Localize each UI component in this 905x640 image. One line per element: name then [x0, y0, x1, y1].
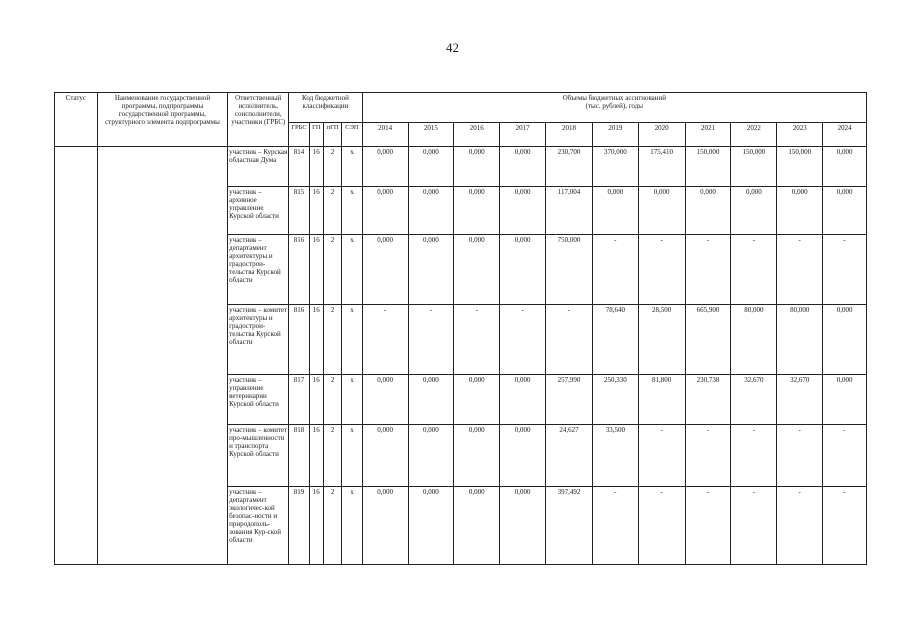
executor-cell: участник – департамент экологичес-кой безопас-ности и природополь-зования Кур-ской области: [228, 487, 289, 565]
code-cell: 2: [323, 187, 341, 235]
executor-cell: участник – департамент архитектуры и градострои-тельства Курской области: [228, 235, 289, 305]
value-cell: -: [638, 425, 685, 487]
value-cell: 0,000: [731, 187, 777, 235]
value-cell: -: [777, 425, 823, 487]
code-cell: 2: [323, 425, 341, 487]
value-cell: -: [685, 235, 731, 305]
executor-cell: участник – комитет архитектуры и градострои-тельства Курской области: [228, 305, 289, 375]
value-cell: 0,000: [454, 147, 500, 187]
value-cell: -: [823, 425, 867, 487]
value-cell: 0,000: [362, 147, 408, 187]
value-cell: -: [731, 235, 777, 305]
value-cell: 0,000: [500, 235, 546, 305]
value-cell: 78,640: [592, 305, 638, 375]
value-cell: 0,000: [454, 425, 500, 487]
value-cell: -: [777, 235, 823, 305]
code-cell: 816: [289, 305, 309, 375]
value-cell: 81,800: [638, 375, 685, 425]
value-cell: -: [546, 305, 593, 375]
executor-cell: участник – Курская областная Дума: [228, 147, 289, 187]
header-year-2016: 2016: [454, 123, 500, 147]
header-budget-code: Код бюджетной классификации: [289, 93, 362, 123]
code-cell: х: [342, 487, 362, 565]
code-cell: 16: [309, 187, 323, 235]
value-cell: 0,000: [362, 425, 408, 487]
code-cell: 16: [309, 147, 323, 187]
code-cell: 2: [323, 487, 341, 565]
header-year-2018: 2018: [546, 123, 593, 147]
value-cell: 80,000: [777, 305, 823, 375]
page-number: 42: [446, 40, 459, 55]
header-year-2020: 2020: [638, 123, 685, 147]
value-cell: 0,000: [362, 375, 408, 425]
code-cell: х: [342, 305, 362, 375]
header-volumes: [362, 93, 866, 123]
header-year-2017: 2017: [500, 123, 546, 147]
value-cell: 0,000: [408, 375, 454, 425]
value-cell: 0,000: [454, 375, 500, 425]
value-cell: 33,500: [592, 425, 638, 487]
header-code-grbs: ГРБС: [289, 123, 309, 147]
header-code-pgp: пГП: [323, 123, 341, 147]
value-cell: 80,000: [731, 305, 777, 375]
value-cell: 0,000: [408, 187, 454, 235]
header-executor: Ответственный исполнитель, соисполнители, участники (ГРБС): [228, 93, 289, 147]
value-cell: 0,000: [500, 487, 546, 565]
code-cell: х: [342, 147, 362, 187]
table-header: [55, 93, 867, 147]
value-cell: 0,000: [638, 187, 685, 235]
value-cell: 0,000: [823, 305, 867, 375]
value-cell: 230,738: [685, 375, 731, 425]
value-cell: -: [592, 487, 638, 565]
value-cell: 665,900: [685, 305, 731, 375]
value-cell: -: [685, 487, 731, 565]
value-cell: -: [454, 305, 500, 375]
value-cell: -: [638, 235, 685, 305]
value-cell: 0,000: [454, 235, 500, 305]
table-body: [55, 147, 867, 565]
value-cell: -: [731, 425, 777, 487]
code-cell: 16: [309, 235, 323, 305]
value-cell: 0,000: [777, 187, 823, 235]
executor-cell: участник – комитет про-мышленности и транспорта Курской области: [228, 425, 289, 487]
budget-table: [54, 92, 867, 565]
header-year-2014: 2014: [362, 123, 408, 147]
value-cell: 0,000: [408, 235, 454, 305]
code-cell: х: [342, 187, 362, 235]
value-cell: 150,000: [777, 147, 823, 187]
value-cell: 0,000: [362, 487, 408, 565]
code-cell: 814: [289, 147, 309, 187]
header-year-2021: 2021: [685, 123, 731, 147]
code-cell: 16: [309, 487, 323, 565]
header-code-gp: ГП: [309, 123, 323, 147]
value-cell: 0,000: [500, 147, 546, 187]
code-cell: 2: [323, 235, 341, 305]
code-cell: 817: [289, 375, 309, 425]
value-cell: 0,000: [500, 425, 546, 487]
value-cell: 150,000: [731, 147, 777, 187]
value-cell: 0,000: [362, 235, 408, 305]
value-cell: -: [777, 487, 823, 565]
value-cell: 397,492: [546, 487, 593, 565]
value-cell: -: [731, 487, 777, 565]
value-cell: 750,000: [546, 235, 593, 305]
header-volumes-line1: Объемы бюджетных ассигнований: [562, 94, 667, 102]
executor-cell: участник – управление ветеринарии Курской области: [228, 375, 289, 425]
value-cell: 257,990: [546, 375, 593, 425]
value-cell: -: [823, 487, 867, 565]
header-name: Наименование государственной программы, подпрограммы государственной программы, структурного элемента подпрограммы: [97, 93, 227, 147]
value-cell: 0,000: [685, 187, 731, 235]
value-cell: 370,000: [592, 147, 638, 187]
value-cell: -: [500, 305, 546, 375]
value-cell: 28,500: [638, 305, 685, 375]
header-year-2015: 2015: [408, 123, 454, 147]
value-cell: -: [408, 305, 454, 375]
value-cell: 0,000: [823, 187, 867, 235]
value-cell: 0,000: [823, 147, 867, 187]
header-year-2022: 2022: [731, 123, 777, 147]
value-cell: -: [362, 305, 408, 375]
code-cell: 16: [309, 375, 323, 425]
code-cell: 819: [289, 487, 309, 565]
value-cell: 230,700: [546, 147, 593, 187]
value-cell: 32,670: [777, 375, 823, 425]
code-cell: х: [342, 375, 362, 425]
value-cell: 175,410: [638, 147, 685, 187]
table-row: [55, 147, 867, 187]
value-cell: 0,000: [408, 425, 454, 487]
code-cell: х: [342, 425, 362, 487]
header-year-2023: 2023: [777, 123, 823, 147]
header-code-sep: СЭП: [342, 123, 362, 147]
value-cell: 0,000: [592, 187, 638, 235]
value-cell: 0,000: [408, 147, 454, 187]
header-year-2024: 2024: [823, 123, 867, 147]
value-cell: 117,004: [546, 187, 593, 235]
header-year-2019: 2019: [592, 123, 638, 147]
code-cell: х: [342, 235, 362, 305]
code-cell: 16: [309, 305, 323, 375]
value-cell: -: [823, 235, 867, 305]
value-cell: 250,330: [592, 375, 638, 425]
value-cell: -: [638, 487, 685, 565]
status-cell: [55, 147, 98, 565]
value-cell: 0,000: [500, 375, 546, 425]
code-cell: 16: [309, 425, 323, 487]
value-cell: 0,000: [408, 487, 454, 565]
value-cell: 0,000: [454, 487, 500, 565]
code-cell: 2: [323, 147, 341, 187]
code-cell: 818: [289, 425, 309, 487]
code-cell: 2: [323, 305, 341, 375]
value-cell: 0,000: [500, 187, 546, 235]
value-cell: 0,000: [362, 187, 408, 235]
header-volumes-line2: (тыс. рублей), годы: [585, 102, 643, 110]
value-cell: 24,627: [546, 425, 593, 487]
header-status: Статус: [55, 93, 98, 147]
code-cell: 816: [289, 235, 309, 305]
value-cell: -: [685, 425, 731, 487]
code-cell: 815: [289, 187, 309, 235]
value-cell: 150,000: [685, 147, 731, 187]
value-cell: 32,670: [731, 375, 777, 425]
name-cell: [97, 147, 227, 565]
value-cell: 0,000: [823, 375, 867, 425]
executor-cell: участник – архивное управление Курской области: [228, 187, 289, 235]
code-cell: 2: [323, 375, 341, 425]
value-cell: 0,000: [454, 187, 500, 235]
value-cell: -: [592, 235, 638, 305]
